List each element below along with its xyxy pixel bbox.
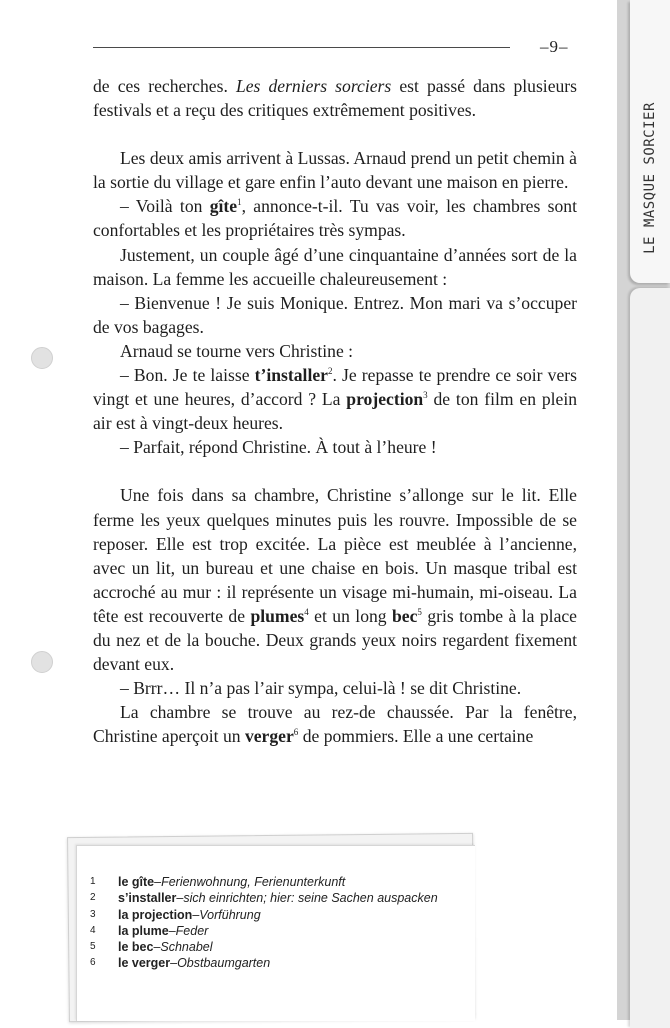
footnote-definition: Schnabel (160, 940, 213, 955)
glossary-term: bec (392, 605, 418, 626)
chapter-title-vertical: LE MASQUE SORCIER (642, 102, 658, 254)
story-text (93, 74, 577, 748)
binder-hole (31, 347, 53, 369)
glossary-term: verger (244, 726, 294, 747)
footnote-term: le verger (118, 956, 171, 971)
binder-hole (31, 651, 53, 673)
footnote-term: la projection (118, 907, 193, 922)
dialogue-line: – Voilà ton gîte$^1$, annonce-t-il. Tu vas voir, les chambres sont confortables et les propriétaires très sympas. (93, 196, 577, 241)
paragraph: de ces recherches. Les derniers sorciers est passé dans plusieurs festivals et a reçu des critiques extrêmement positives. (93, 76, 578, 121)
next-tab (630, 288, 670, 1028)
glossary-term: projection (346, 389, 424, 410)
footnote-row: 5 le bec – Schnabel (90, 940, 213, 955)
footnote-number: 5 (90, 941, 96, 953)
footnote-definition: Feder (175, 923, 209, 938)
footnote-row: 6 le verger – Obstbaumgarten (90, 956, 271, 971)
glossary-term: t’installer (254, 365, 328, 386)
paragraph: Arnaud se tourne vers Christine : (120, 340, 354, 361)
footnote-number: 2 (90, 892, 96, 904)
footnote-definition: Ferienwohnung, Ferienunterkunft (161, 875, 346, 889)
glossary-term: gîte (209, 196, 238, 217)
footnote-ref: 2 (327, 366, 333, 377)
footnote-definition: sich einrichten; hier: seine Sachen auspacken (183, 891, 438, 906)
dialogue-line: – Bon. Je te laisse t’installer$^2$. Je repasse te prendre ce soir vers vingt et une heures, d’accord ? La projection$^3$ de ton film en plein air est à vingt-deux heures. (93, 365, 577, 434)
footnote-ref: 1 (237, 197, 242, 208)
footnote-term: s’installer (118, 891, 177, 906)
paragraph: Une fois dans sa chambre, Christine s’allonge sur le lit. Elle ferme les yeux quelques minutes puis les rouvre. Impossible de se reposer. Elle est trop excitée. La pièce est meublée à l’ancienne, avec un lit, un bureau et une chaise en bois. Un masque tribal est accroché au mur : il représente un visage mi-humain, mi-oiseau. La tête est recouverte de plumes$^4$ et un long bec$^5$ gris tombe à la place du nez et de la bouche. Deux grands yeux noirs regardent fixement devant eux. (93, 485, 577, 675)
footnote-row: 4 la plume – Feder (90, 923, 209, 938)
paragraph: Justement, un couple âgé d’une cinquantaine d’années sort de la maison. La femme les accueille chaleureusement : (93, 244, 577, 289)
footnote-ref: 5 (417, 606, 422, 617)
footnote-ref: 6 (293, 727, 299, 738)
footnote-term: le gîte (118, 875, 155, 889)
footnote-number: 3 (90, 908, 96, 920)
footnote-number: 6 (90, 957, 96, 969)
footnote-ref: 3 (423, 390, 428, 401)
footnote-number: 4 (90, 924, 96, 936)
footnote-row: 2 s’installer – sich einrichten; hier: seine Sachen auspacken (90, 891, 438, 906)
glossary-term: plumes (250, 605, 305, 626)
footnote-term: la plume (118, 923, 169, 938)
footnote-list (90, 874, 470, 972)
footnote-definition: Obstbaumgarten (177, 956, 271, 971)
dialogue-line: – Parfait, répond Christine. À tout à l’heure ! (120, 437, 437, 458)
dialogue-line: – Brrr… Il n’a pas l’air sympa, celui-là ! se dit Christine. (120, 678, 522, 699)
footnote-definition: Vorführung (199, 907, 261, 922)
page-number: –9– (540, 37, 569, 56)
footnote-ref: 4 (304, 606, 309, 617)
footnote-number: 1 (90, 876, 96, 887)
footnote-term: le bec (118, 940, 154, 955)
footnote-row: 1 le gîte – Ferienwohnung, Ferienunterkunft (90, 875, 346, 889)
dialogue-line: – Bienvenue ! Je suis Monique. Entrez. Mon mari va s’occuper de vos bagages. (93, 292, 577, 337)
paragraph: La chambre se trouve au rez-de chaussée. Par la fenêtre, Christine aperçoit un verger$^6$ de pommiers. Elle a une certaine (93, 702, 577, 747)
footnote-row: 3 la projection – Vorführung (90, 907, 261, 922)
header-rule (93, 47, 510, 48)
paragraph: Les deux amis arrivent à Lussas. Arnaud prend un petit chemin à la sortie du village et gare enfin l’auto devant une maison en pierre. (93, 148, 577, 193)
